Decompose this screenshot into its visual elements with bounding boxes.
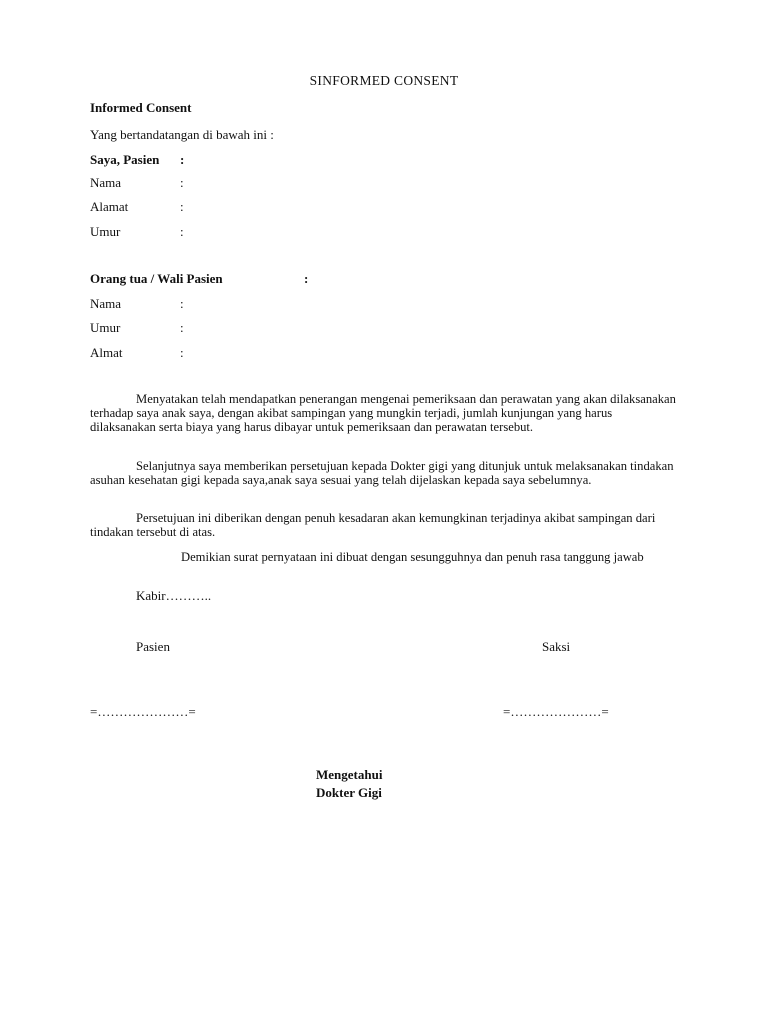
- agreement-text: Selanjutnya saya memberikan persetujuan kepada Dokter gigi yang ditunjuk untuk melaksanakan tindakan asuhan kesehatan gigi kepada saya,anak saya sesuai yang telah dijelaskan kepada saya sebelumnya.: [90, 459, 674, 487]
- patient-address-label: Alamat: [90, 199, 129, 214]
- guardian-name-colon: :: [180, 296, 184, 311]
- guardian-section-label: Orang tua / Wali Pasien: [90, 271, 223, 286]
- closing-text: Demikian surat pernyataan ini dibuat dengan sesungguhnya dan penuh rasa tanggung jawab: [181, 550, 644, 564]
- doctor-label: Dokter Gigi: [316, 785, 382, 800]
- patient-signature-label: Pasien: [136, 639, 170, 654]
- patient-name-colon: :: [180, 175, 184, 190]
- guardian-age-colon: :: [180, 320, 184, 335]
- guardian-address-colon: :: [180, 345, 184, 360]
- acknowledge-label: Mengetahui: [316, 767, 383, 782]
- patient-name-label: Nama: [90, 175, 122, 190]
- witness-signature-line: =…………………=: [503, 704, 609, 719]
- guardian-section-colon: :: [304, 271, 309, 286]
- place-date-line: Kabir………..: [136, 588, 212, 603]
- guardian-age-label: Umur: [90, 320, 121, 335]
- awareness-text: Persetujuan ini diberikan dengan penuh kesadaran akan kemungkinan terjadinya akibat sampingan dari tindakan tersebut di atas.: [90, 511, 656, 539]
- document-title: SINFORMED CONSENT: [309, 73, 459, 88]
- witness-signature-label: Saksi: [542, 639, 571, 654]
- agreement-paragraph: [90, 460, 680, 488]
- patient-section-colon: :: [180, 152, 185, 167]
- patient-age-colon: :: [180, 224, 184, 239]
- patient-section-label: Saya, Pasien: [90, 152, 160, 167]
- patient-signature-line: =…………………=: [90, 704, 196, 719]
- awareness-paragraph: [90, 512, 680, 540]
- patient-age-label: Umur: [90, 224, 121, 239]
- guardian-address-label: Almat: [90, 345, 123, 360]
- statement-paragraph: [90, 393, 680, 434]
- heading-informed-consent: Informed Consent: [90, 100, 192, 115]
- intro-text: Yang bertandatangan di bawah ini :: [90, 127, 274, 142]
- statement-text: Menyatakan telah mendapatkan penerangan mengenai pemeriksaan dan perawatan yang akan dilaksanakan terhadap saya anak saya, dengan akibat sampingan yang mungkin terjadi, jumlah kunjungan yang harus dilaksanakan serta biaya yang harus dibayar untuk pemeriksaan dan perawatan tersebut.: [90, 392, 676, 434]
- closing-paragraph: [90, 551, 680, 565]
- patient-address-colon: :: [180, 199, 184, 214]
- guardian-name-label: Nama: [90, 296, 122, 311]
